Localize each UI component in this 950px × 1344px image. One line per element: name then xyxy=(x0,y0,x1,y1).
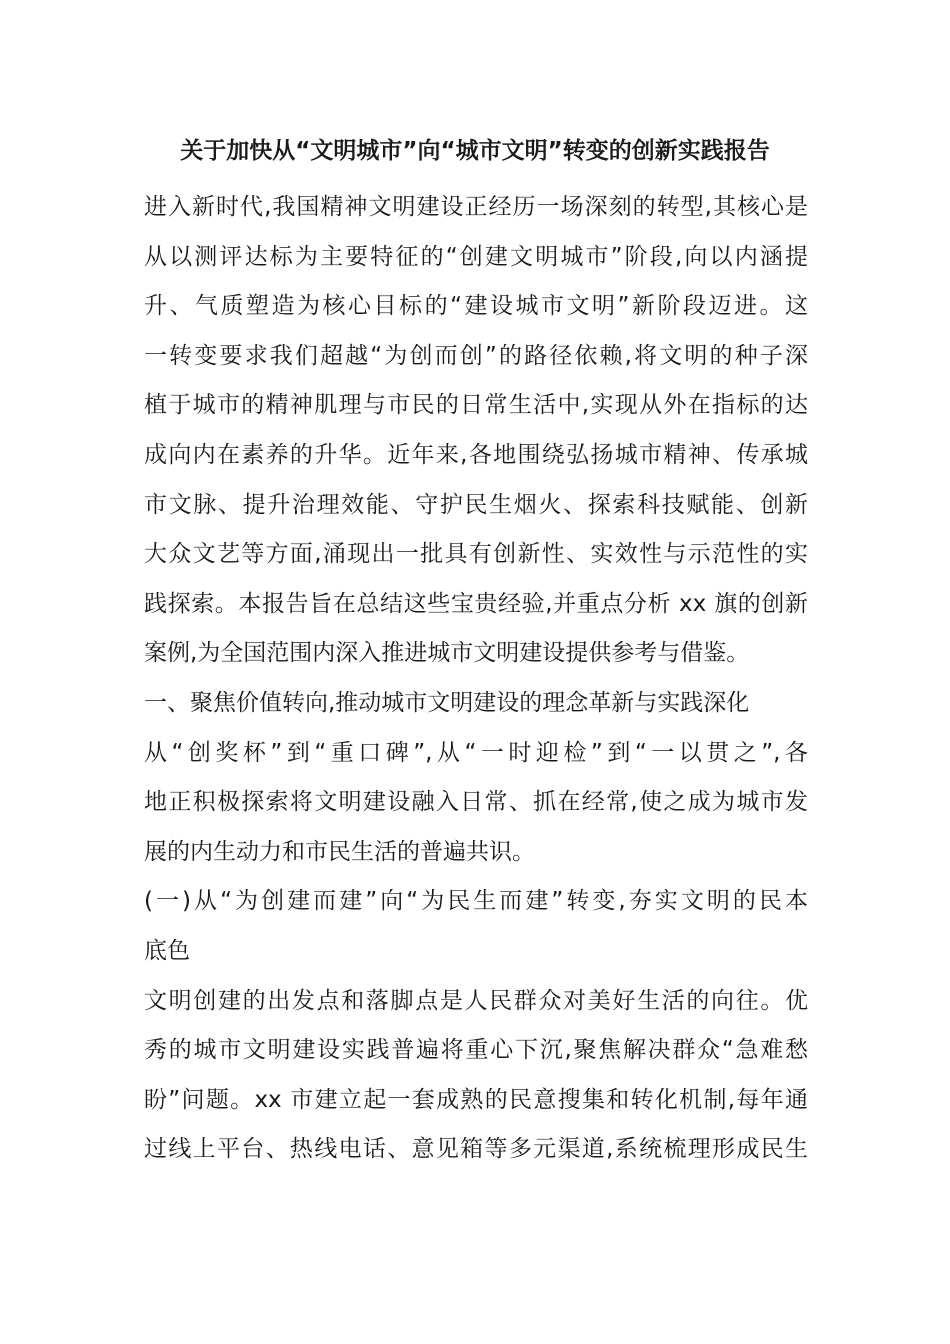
text-line: 进入新时代,我国精神文明建设正经历一场深刻的转型,其核心是 xyxy=(144,194,808,220)
text-line: 秀的城市文明建设实践普遍将重心下沉,聚焦解决群众“急难愁 xyxy=(144,1037,808,1064)
text-line: 一转变要求我们超越“为创而创”的路径依赖,将文明的种子深 xyxy=(144,342,808,369)
text-line: 案例,为全国范围内深入推进城市文明建设提供参考与借鉴。 xyxy=(144,640,750,667)
text-line: 地正积极探索将文明建设融入日常、抓在经常,使之成为城市发 xyxy=(144,789,808,816)
text-line: 从以测评达标为主要特征的“创建文明城市”阶段,向以内涵提 xyxy=(144,243,808,270)
text-line: 从“创奖杯”到“重口碑”,从“一时迎检”到“一以贯之”,各 xyxy=(144,739,808,766)
paragraph-section-intro xyxy=(144,729,808,878)
text-line: 盼”问题。xx 市建立起一套成熟的民意搜集和转化机制,每年通 xyxy=(144,1086,808,1113)
text-line: 展的内生动力和市民生活的普遍共识。 xyxy=(144,838,535,865)
subsection-heading xyxy=(144,877,808,976)
heading-line: (一)从“为创建而建”向“为民生而建”转变,夯实文明的民本 xyxy=(144,888,808,915)
text-line: 市文脉、提升治理效能、守护民生烟火、探索科技赋能、创新 xyxy=(144,491,808,518)
text-line: 践探索。本报告旨在总结这些宝贵经验,并重点分析 xx 旗的创新 xyxy=(144,590,808,617)
text-line: 植于城市的精神肌理与市民的日常生活中,实现从外在指标的达 xyxy=(144,392,808,419)
text-line: 大众文艺等方面,涌现出一批具有创新性、实效性与示范性的实 xyxy=(144,541,808,568)
document-body xyxy=(144,183,808,1175)
heading-line: 底色 xyxy=(144,937,190,964)
paragraph-intro xyxy=(144,183,808,679)
text-line: 文明创建的出发点和落脚点是人民群众对美好生活的向往。优 xyxy=(144,987,808,1014)
paragraph-subsection-body xyxy=(144,977,808,1175)
document-title: 关于加快从“文明城市”向“城市文明”转变的创新实践报告 xyxy=(180,138,770,164)
text-line: 过线上平台、热线电话、意见箱等多元渠道,系统梳理形成民生 xyxy=(144,1136,808,1163)
text-line: 升、气质塑造为核心目标的“建设城市文明”新阶段迈进。这 xyxy=(144,293,808,320)
section-heading xyxy=(144,679,808,729)
heading-line: 一、聚焦价值转向,推动城市文明建设的理念革新与实践深化 xyxy=(144,689,750,716)
text-line: 成向内在素养的升华。近年来,各地围绕弘扬城市精神、传承城 xyxy=(144,441,808,468)
